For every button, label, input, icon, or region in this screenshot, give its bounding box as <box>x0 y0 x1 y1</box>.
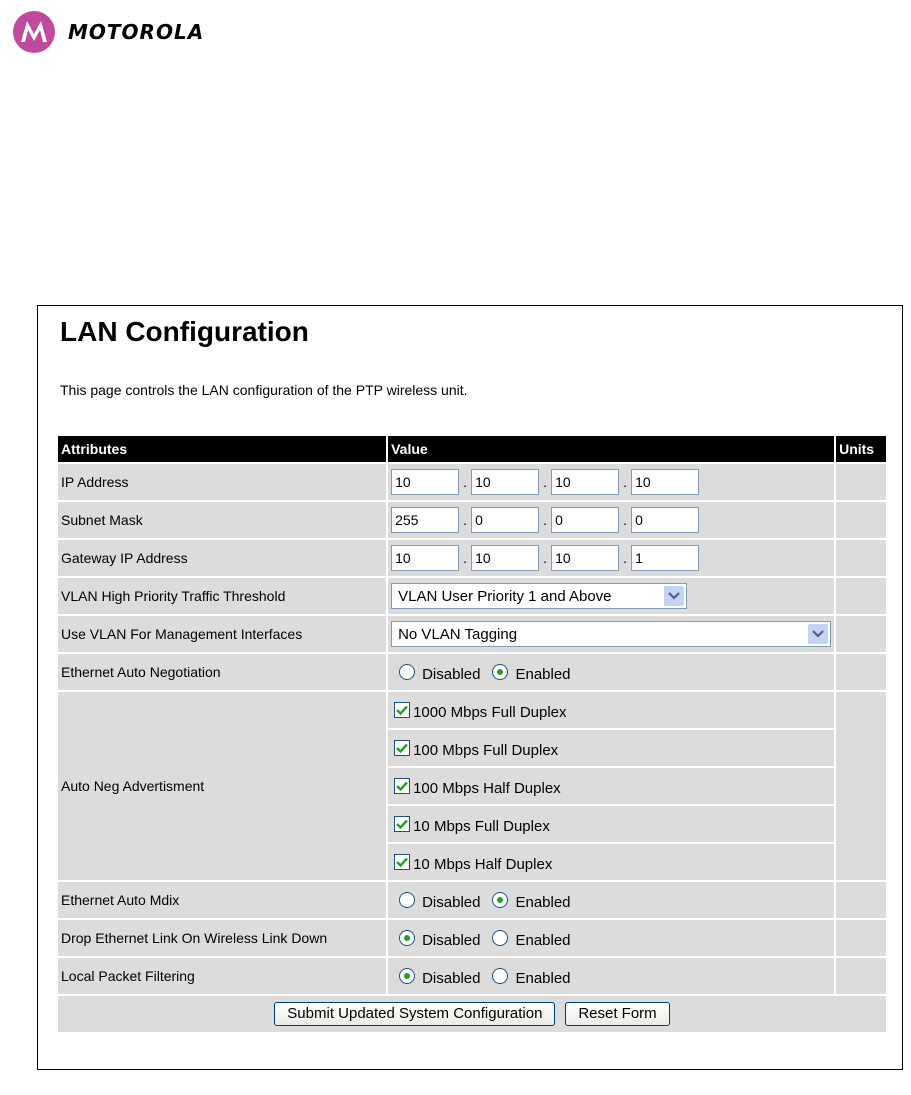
auto-neg-advertisment-units <box>836 692 886 880</box>
ip-address-octet-1[interactable] <box>391 469 459 495</box>
gateway-octet-3[interactable] <box>551 545 619 571</box>
table-header-row <box>58 436 886 462</box>
drop-link-enabled-label: Enabled <box>515 931 571 949</box>
auto-neg-advertisment-label: Auto Neg Advertisment <box>58 692 386 880</box>
config-table <box>56 434 888 1034</box>
packet-filtering-radio-group <box>391 966 831 987</box>
row-gateway <box>58 540 886 576</box>
form-buttons-cell <box>58 996 886 1032</box>
subnet-mask-octet-1[interactable] <box>391 507 459 533</box>
submit-configuration-button[interactable]: Submit Updated System Configuration <box>274 1002 555 1026</box>
auto-mdix-label: Ethernet Auto Mdix <box>58 882 386 918</box>
packet-filtering-units <box>836 958 886 994</box>
vlan-mgmt-label: Use VLAN For Management Interfaces <box>58 616 386 652</box>
vlan-threshold-label: VLAN High Priority Traffic Threshold <box>58 578 386 614</box>
packet-filtering-disabled-radio[interactable] <box>399 968 415 984</box>
page-title: LAN Configuration <box>60 316 309 347</box>
adv-10-half-label: 10 Mbps Half Duplex <box>413 855 553 873</box>
drop-link-enabled-radio[interactable] <box>492 930 508 946</box>
adv-10-half-option <box>391 852 831 873</box>
adv-100-full-option <box>391 738 831 759</box>
header-units: Units <box>836 436 886 462</box>
header-value: Value <box>388 436 834 462</box>
auto-negotiation-units <box>836 654 886 690</box>
subnet-mask-label: Subnet Mask <box>58 502 386 538</box>
auto-mdix-disabled-label: Disabled <box>422 893 481 911</box>
adv-10-half-checkbox[interactable] <box>394 854 410 870</box>
vlan-mgmt-units <box>836 616 886 652</box>
gateway-octet-2[interactable] <box>471 545 539 571</box>
gateway-octet-4[interactable] <box>631 545 699 571</box>
gateway-field-group: 10 . 10 . 10 . 1 <box>391 545 831 571</box>
row-auto-neg-adv-1 <box>58 692 886 728</box>
row-vlan-mgmt <box>58 616 886 652</box>
chevron-down-icon[interactable] <box>808 624 828 644</box>
auto-mdix-disabled-radio[interactable] <box>399 892 415 908</box>
checkmark-icon <box>396 705 408 715</box>
auto-negotiation-radio-group <box>391 662 831 683</box>
drop-link-disabled-radio[interactable] <box>399 930 415 946</box>
subnet-mask-units <box>836 502 886 538</box>
vlan-threshold-selected: VLAN User Priority 1 and Above <box>398 587 612 605</box>
ip-address-octet-3[interactable] <box>551 469 619 495</box>
vlan-mgmt-selected: No VLAN Tagging <box>398 625 518 643</box>
reset-form-button[interactable]: Reset Form <box>565 1002 669 1026</box>
row-subnet-mask <box>58 502 886 538</box>
adv-100-half-label: 100 Mbps Half Duplex <box>413 779 561 797</box>
auto-negotiation-enabled-label: Enabled <box>515 665 571 683</box>
drop-link-units <box>836 920 886 956</box>
checkmark-icon <box>396 743 408 753</box>
gateway-octet-1[interactable] <box>391 545 459 571</box>
row-vlan-threshold <box>58 578 886 614</box>
adv-10-full-label: 10 Mbps Full Duplex <box>413 817 550 835</box>
brand-logo <box>12 10 204 54</box>
ip-address-units <box>836 464 886 500</box>
row-auto-mdix <box>58 882 886 918</box>
adv-100-full-label: 100 Mbps Full Duplex <box>413 741 559 759</box>
vlan-threshold-select[interactable] <box>391 583 687 609</box>
auto-negotiation-disabled-radio[interactable] <box>399 664 415 680</box>
adv-100-half-option <box>391 776 831 797</box>
auto-negotiation-enabled-radio[interactable] <box>492 664 508 680</box>
packet-filtering-enabled-radio[interactable] <box>492 968 508 984</box>
auto-negotiation-label: Ethernet Auto Negotiation <box>58 654 386 690</box>
header-attributes: Attributes <box>58 436 386 462</box>
lan-config-panel <box>37 305 903 1070</box>
adv-1000-full-option <box>391 700 831 721</box>
ip-address-octet-4[interactable] <box>631 469 699 495</box>
auto-mdix-enabled-radio[interactable] <box>492 892 508 908</box>
drop-link-disabled-label: Disabled <box>422 931 481 949</box>
checkmark-icon <box>396 857 408 867</box>
adv-10-full-checkbox[interactable] <box>394 816 410 832</box>
packet-filtering-label: Local Packet Filtering <box>58 958 386 994</box>
adv-100-full-checkbox[interactable] <box>394 740 410 756</box>
vlan-mgmt-select[interactable] <box>391 621 831 647</box>
chevron-down-icon[interactable] <box>664 586 684 606</box>
ip-address-field-group: 10 . 10 . 10 . 10 <box>391 469 831 495</box>
ip-address-octet-2[interactable] <box>471 469 539 495</box>
subnet-mask-octet-3[interactable] <box>551 507 619 533</box>
row-auto-negotiation <box>58 654 886 690</box>
ip-address-label: IP Address <box>58 464 386 500</box>
packet-filtering-enabled-label: Enabled <box>515 969 571 987</box>
row-ip-address <box>58 464 886 500</box>
adv-1000-full-label: 1000 Mbps Full Duplex <box>413 703 567 721</box>
auto-negotiation-disabled-label: Disabled <box>422 665 481 683</box>
packet-filtering-disabled-label: Disabled <box>422 969 481 987</box>
checkmark-icon <box>396 781 408 791</box>
checkmark-icon <box>396 819 408 829</box>
adv-1000-full-checkbox[interactable] <box>394 702 410 718</box>
page-description: This page controls the LAN configuration of the PTP wireless unit. <box>60 382 468 398</box>
brand-name: MOTOROLA <box>68 20 205 44</box>
auto-mdix-radio-group <box>391 890 831 911</box>
subnet-mask-octet-4[interactable] <box>631 507 699 533</box>
row-form-buttons <box>58 996 886 1032</box>
vlan-threshold-units <box>836 578 886 614</box>
subnet-mask-field-group: 255 . 0 . 0 . 0 <box>391 507 831 533</box>
auto-mdix-enabled-label: Enabled <box>515 893 571 911</box>
row-packet-filtering <box>58 958 886 994</box>
drop-link-label: Drop Ethernet Link On Wireless Link Down <box>58 920 386 956</box>
auto-mdix-units <box>836 882 886 918</box>
drop-link-radio-group <box>391 928 831 949</box>
subnet-mask-octet-2[interactable] <box>471 507 539 533</box>
gateway-units <box>836 540 886 576</box>
adv-10-full-option <box>391 814 831 835</box>
motorola-logo-icon <box>12 10 56 54</box>
adv-100-half-checkbox[interactable] <box>394 778 410 794</box>
gateway-label: Gateway IP Address <box>58 540 386 576</box>
row-drop-link <box>58 920 886 956</box>
